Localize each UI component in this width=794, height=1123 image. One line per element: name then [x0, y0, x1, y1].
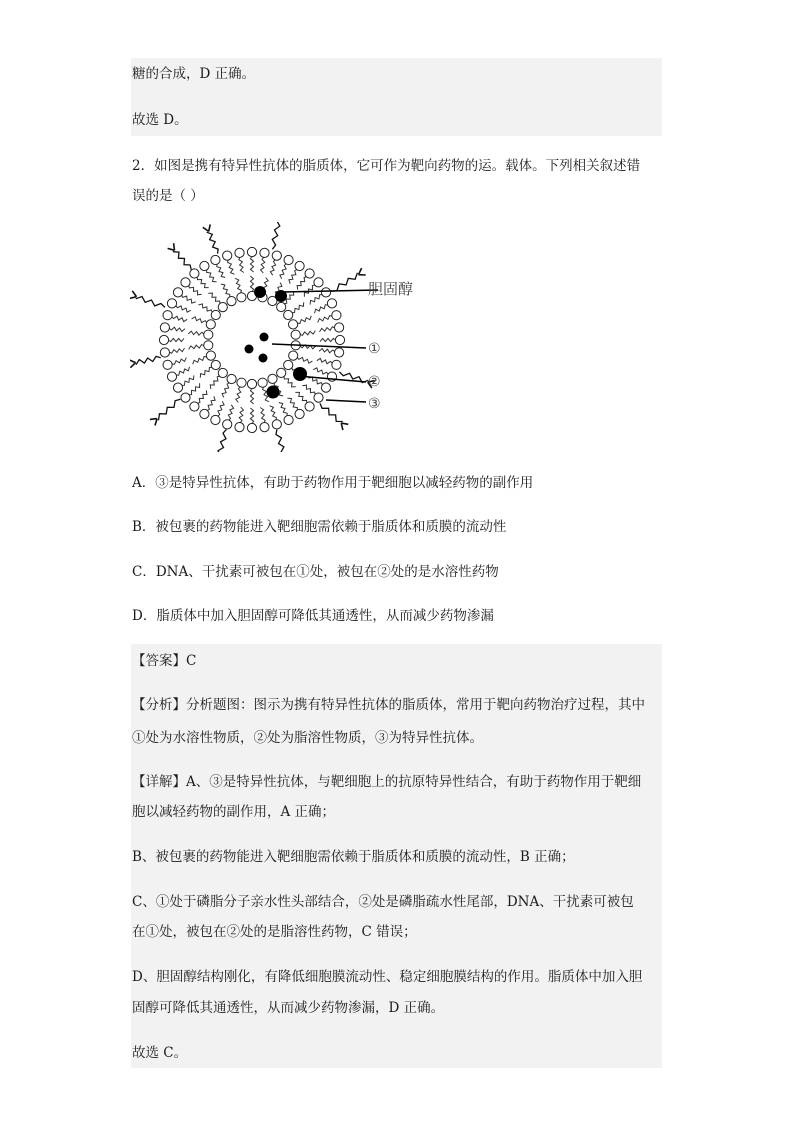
lipid-head	[289, 351, 298, 360]
drug-dot	[267, 386, 280, 399]
lipid-head	[190, 269, 199, 278]
label-cholesterol: 胆固醇	[368, 280, 414, 298]
lipid-head	[335, 323, 344, 332]
detail-a-line2: 胞以减轻药物的副作用，A 正确；	[132, 804, 336, 820]
detail-b-line1: B、被包裹的药物能进入靶细胞需依赖于脂质体和质膜的流动性，B 正确；	[132, 849, 575, 865]
lipid-tail	[260, 408, 265, 424]
detail-d-line1: D、胆固醇结构刚化，有降低细胞膜流动性、稳定细胞膜结构的作用。脂质体中加入胆	[132, 969, 643, 985]
pointer-line-cholesterol	[282, 290, 378, 292]
lipid-tail	[239, 407, 243, 423]
lipid-head	[272, 420, 281, 429]
lipid-tail	[181, 375, 194, 385]
lipid-head	[335, 348, 344, 357]
lipid-head	[173, 383, 182, 392]
lipid-head	[167, 299, 176, 308]
lipid-tail	[319, 349, 335, 353]
lipid-tail	[310, 295, 323, 305]
lipid-tail	[250, 388, 253, 404]
lipid-head	[218, 303, 227, 312]
lipid-head	[167, 372, 176, 381]
lipid-tail	[176, 367, 190, 375]
lipid-head	[332, 360, 341, 369]
antibody-y	[341, 423, 348, 430]
antibody-stem	[276, 430, 286, 452]
core-drug-dot	[245, 345, 254, 354]
antibody-stem	[331, 273, 357, 292]
antibody-stem	[159, 399, 181, 420]
antibody-stem	[136, 356, 161, 364]
lipid-head	[235, 423, 244, 432]
lipid-tail	[189, 383, 200, 395]
lipid-head	[272, 251, 281, 260]
lipid-tail	[297, 277, 307, 290]
lipid-tail	[228, 259, 235, 274]
lipid-head	[314, 278, 323, 287]
lipid-tail	[297, 316, 311, 324]
lipid-tail	[250, 276, 253, 292]
lipid-head	[163, 360, 172, 369]
lipid-head	[204, 341, 213, 350]
lipid-head	[247, 247, 256, 256]
prev-solution-line: 糖的合成，D 正确。	[132, 66, 256, 82]
lipid-tail	[292, 302, 304, 312]
lipid-tail	[313, 368, 328, 375]
lipid-head	[237, 378, 246, 387]
antibody-stem	[207, 232, 218, 253]
lipid-head	[260, 248, 269, 257]
lipid-head	[247, 379, 256, 388]
lipid-head	[284, 415, 293, 424]
pointer-line-1	[272, 344, 366, 348]
lipid-tail	[239, 257, 244, 273]
lipid-tail	[236, 387, 241, 403]
detail-c-line1: C、①处于磷脂分子亲水性头部结合，②处是磷脂疏水性尾部，DNA、干扰素可被包	[132, 894, 634, 910]
lipid-head	[173, 288, 182, 297]
antibody-stem	[173, 252, 191, 270]
lipid-tail	[189, 285, 202, 295]
lipid-head	[295, 409, 304, 418]
lipid-head	[160, 348, 169, 357]
lipid-tail	[318, 316, 333, 323]
lipid-tail	[228, 405, 233, 421]
lipid-head	[321, 383, 330, 392]
antibody-y	[150, 419, 157, 426]
lipid-tail	[270, 406, 277, 421]
lipid-tail	[171, 358, 186, 365]
label-1: ①	[368, 341, 381, 357]
lipid-tail	[250, 408, 253, 424]
lipid-head	[159, 335, 168, 344]
question-stem-line2: 误的是（ ）	[132, 188, 204, 204]
lipid-tail	[320, 327, 336, 332]
lipid-head	[227, 297, 236, 306]
lipid-tail	[222, 383, 230, 398]
lipid-head	[237, 293, 246, 302]
lipid-tail	[217, 264, 225, 278]
antibody-stem	[272, 222, 280, 249]
option-d: D．脂质体中加入胆固醇可降低其通透性，从而减少药物渗漏	[132, 608, 494, 624]
detail-d-line2: 固醇可降低其通透性，从而减少药物渗漏，D 正确。	[132, 1000, 445, 1016]
drug-dot	[293, 367, 307, 381]
lipid-tail	[193, 357, 207, 365]
lipid-tail	[300, 331, 316, 336]
lipid-head	[211, 310, 220, 319]
liposome-diagram	[130, 222, 375, 452]
lipid-tail	[280, 264, 287, 279]
lipid-tail	[197, 390, 207, 403]
option-b: B．被包裹的药物能进入靶细胞需依赖于脂质体和质膜的流动性	[132, 519, 507, 535]
lipid-head	[223, 420, 232, 429]
core-drug-dot	[259, 354, 268, 363]
lipid-tail	[289, 269, 298, 283]
lipid-tail	[207, 396, 216, 410]
option-c: C．DNA、干扰素可被包在①处，被包在②处的是水溶性药物	[132, 564, 499, 580]
lipid-tail	[279, 403, 287, 417]
lipid-head	[211, 415, 220, 424]
antibody-stem	[136, 297, 165, 308]
lipid-tail	[250, 256, 253, 272]
lipid-tail	[287, 398, 297, 411]
lipid-head	[335, 335, 344, 344]
analysis-line1: 【分析】分析题图：图示为携有特异性抗体的脂质体，常用于靶向药物治疗过程，其中	[132, 697, 645, 713]
antibody-y	[203, 224, 210, 231]
lipid-head	[160, 323, 169, 332]
prev-conclusion: 故选 D。	[132, 112, 188, 128]
analysis-line2: ①处为水溶性物质，②处为脂溶性物质，③为特异性抗体。	[132, 730, 483, 746]
lipid-head	[291, 330, 300, 339]
lipid-tail	[171, 316, 187, 321]
answer: 【答案】C	[132, 653, 197, 669]
lipid-head	[321, 288, 330, 297]
detail-a-line1: 【详解】A、③是特异性抗体，与靶细胞上的抗原特异性结合，有助于药物作用于靶细	[132, 774, 642, 790]
lipid-head	[235, 248, 244, 257]
label-2: ②	[368, 374, 381, 390]
lipid-tail	[192, 317, 208, 323]
lipid-head	[295, 261, 304, 270]
lipid-head	[268, 374, 277, 383]
lipid-head	[327, 299, 336, 308]
antibody-y	[130, 360, 136, 368]
lipid-tail	[217, 401, 224, 416]
antibody-y	[359, 268, 366, 275]
lipid-head	[305, 402, 314, 411]
lipid-head	[163, 311, 172, 320]
lipid-head	[200, 261, 209, 270]
lipid-head	[211, 360, 220, 369]
lipid-head	[200, 409, 209, 418]
lipid-head	[284, 310, 293, 319]
detail-c-line2: 在①处，被包在②处的是脂溶性药物，C 错误；	[132, 924, 417, 940]
lipid-tail	[210, 376, 220, 389]
lipid-tail	[235, 278, 241, 293]
lipid-head	[277, 302, 286, 311]
lipid-tail	[295, 392, 307, 403]
lipid-tail	[181, 295, 195, 304]
lipid-head	[227, 374, 236, 383]
lipid-head	[260, 423, 269, 432]
lipid-tail	[207, 269, 217, 282]
lipid-head	[206, 351, 215, 360]
lipid-head	[190, 402, 199, 411]
lipid-head	[289, 320, 298, 329]
lipid-head	[218, 368, 227, 377]
lipid-tail	[221, 284, 230, 297]
drug-dot	[254, 286, 266, 298]
lipid-tail	[169, 348, 185, 353]
lipid-tail	[169, 327, 185, 331]
lipid-tail	[198, 304, 212, 313]
conclusion: 故选 C。	[132, 1045, 188, 1061]
lipid-tail	[208, 293, 220, 304]
lipid-tail	[270, 259, 275, 275]
lipid-head	[258, 378, 267, 387]
lipid-head	[284, 255, 293, 264]
antibody-stem	[320, 403, 343, 421]
lipid-head	[223, 251, 232, 260]
lipid-tail	[200, 367, 212, 377]
antibody-y	[130, 291, 137, 299]
lipid-head	[277, 368, 286, 377]
lipid-head	[314, 393, 323, 402]
lipid-tail	[176, 305, 191, 312]
lipid-head	[181, 393, 190, 402]
lipid-tail	[188, 331, 204, 335]
lipid-tail	[168, 338, 184, 341]
core-drug-dot	[260, 333, 269, 342]
lipid-head	[204, 330, 213, 339]
lipid-head	[206, 320, 215, 329]
lipid-head	[332, 311, 341, 320]
lipid-tail	[189, 345, 205, 350]
lipid-tail	[261, 257, 265, 273]
lipid-tail	[197, 277, 209, 288]
lipid-tail	[297, 357, 313, 363]
antibody-stem	[218, 429, 226, 452]
lipid-head	[305, 269, 314, 278]
lipid-tail	[284, 376, 296, 387]
lipid-head	[284, 360, 293, 369]
lipid-head	[181, 278, 190, 287]
lipid-head	[247, 423, 256, 432]
pointer-line-3	[326, 400, 366, 402]
lipid-head	[211, 255, 220, 264]
label-3: ③	[368, 396, 381, 412]
question-stem-line1: 2．如图是携有特异性抗体的脂质体，它可作为靶向药物的运。载体。下列相关叙述错	[132, 158, 641, 174]
liposome-figure	[130, 222, 430, 452]
lipid-tail	[320, 338, 336, 341]
option-a: A．③是特异性抗体，有助于药物作用于靶细胞以减轻药物的副作用	[132, 475, 534, 491]
lipid-tail	[315, 305, 329, 313]
lipid-tail	[317, 358, 333, 363]
antibody-y	[168, 243, 175, 250]
lipid-tail	[302, 385, 315, 395]
